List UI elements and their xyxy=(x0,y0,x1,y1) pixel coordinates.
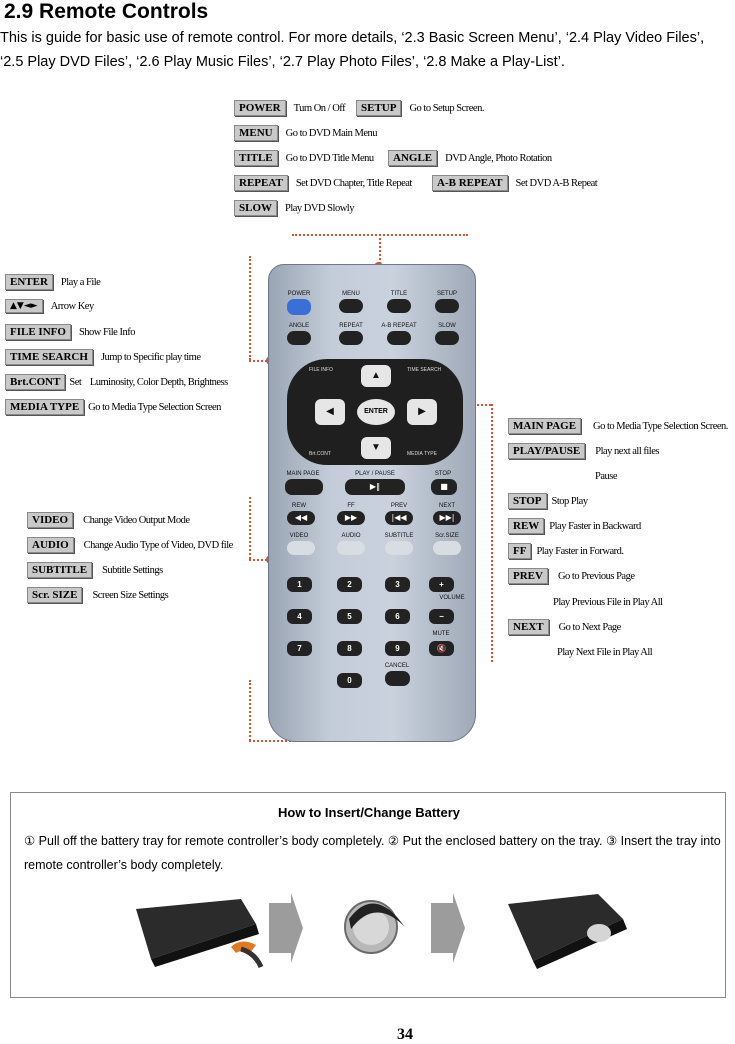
legend-subtitle xyxy=(27,562,163,578)
remote-subtitle-button[interactable] xyxy=(385,541,413,555)
remote-label-repeat: REPEAT xyxy=(339,323,363,329)
legend-video xyxy=(27,512,190,528)
key-label: MAIN PAGE xyxy=(508,418,581,434)
key-label: FF xyxy=(508,543,531,559)
page-number: 34 xyxy=(397,1026,413,1043)
remote-setup-button[interactable] xyxy=(435,299,459,313)
key-desc: Play DVD Slowly xyxy=(285,202,354,214)
remote-label-power: POWER xyxy=(287,291,311,297)
key-label: FILE INFO xyxy=(5,324,71,340)
legend-main-page xyxy=(508,418,728,434)
key-desc: Go to Previous Page xyxy=(557,570,635,582)
remote-label-cancel: CANCEL xyxy=(384,663,410,669)
remote-power-button[interactable] xyxy=(287,299,311,315)
key-desc: Play a File xyxy=(60,276,101,288)
key-label: Scr. SIZE xyxy=(27,587,82,603)
legend-next xyxy=(508,619,621,635)
key-desc: Set DVD Chapter, Title Repeat xyxy=(295,177,412,189)
legend-audio xyxy=(27,537,233,553)
remote-label-next: NEXT xyxy=(438,503,455,509)
key-desc: DVD Angle, Photo Rotation xyxy=(445,152,552,164)
key-desc: Go to Media Type Selection Screen xyxy=(88,401,221,413)
legend-scr-size xyxy=(27,587,168,603)
legend-media-type xyxy=(5,399,221,415)
key-label: SLOW xyxy=(234,200,277,216)
legend-setup xyxy=(356,100,484,116)
remote-key-8[interactable]: 8 xyxy=(337,641,362,656)
remote-label-main-page: MAIN PAGE xyxy=(286,471,320,477)
battery-step3-image xyxy=(503,889,643,971)
remote-main-page-button[interactable] xyxy=(285,479,323,495)
key-label: PREV xyxy=(508,568,548,584)
remote-label-menu: MENU xyxy=(342,291,360,297)
remote-key-4[interactable]: 4 xyxy=(287,609,312,624)
arrow-right-icon xyxy=(269,893,303,963)
remote-prev-button[interactable]: |◀◀ xyxy=(385,511,413,525)
key-label: A-B REPEAT xyxy=(432,175,508,191)
remote-label-volume: VOLUME xyxy=(439,595,465,601)
remote-label-ab-repeat: A-B REPEAT xyxy=(381,323,417,329)
remote-play-pause-button[interactable]: ▶‖ xyxy=(345,479,405,495)
connector-right xyxy=(491,404,493,662)
remote-label-subtitle: SUBTITLE xyxy=(384,533,414,539)
key-desc: Play next all files xyxy=(595,445,659,457)
key-desc: Arrow Key xyxy=(50,300,94,312)
key-label: POWER xyxy=(234,100,286,116)
intro-paragraph: This is guide for basic use of remote control. For more details, ‘2.3 Basic Screen Menu’, ‘2.4 Play Video Files’, ‘2.5 Play DVD Files’, ‘2.6 Play Music Files’, ‘2.7 Play Photo Files’, ‘2.8 Make a Play-List’. xyxy=(0,30,705,70)
remote-label-rew: REW xyxy=(292,503,306,509)
key-desc: Play Faster in Backward xyxy=(549,520,641,532)
down-arrow-icon[interactable]: ▼ xyxy=(361,437,391,459)
legend-title xyxy=(234,150,374,166)
remote-ff-button[interactable]: ▶▶ xyxy=(337,511,365,525)
right-arrow-icon[interactable]: ▶ xyxy=(407,399,437,425)
key-desc: Go to DVD Title Menu xyxy=(285,152,374,164)
key-label: REW xyxy=(508,518,544,534)
remote-label-play-pause: PLAY / PAUSE xyxy=(355,471,395,477)
connector-bottom xyxy=(249,680,251,741)
connector-top-drop xyxy=(379,234,381,264)
battery-step2-image xyxy=(329,889,419,971)
key-desc: Turn On / Off xyxy=(293,102,346,114)
legend-brt-cont xyxy=(5,374,228,390)
legend-play-pause xyxy=(508,443,659,459)
legend-time-search xyxy=(5,349,201,365)
legend-menu xyxy=(234,125,377,141)
remote-title-button[interactable] xyxy=(387,299,411,313)
remote-key-5[interactable]: 5 xyxy=(337,609,362,624)
legend-rew xyxy=(508,518,641,534)
remote-ab-repeat-button[interactable] xyxy=(387,331,411,345)
key-desc: Change Audio Type of Video, DVD file xyxy=(83,539,233,551)
remote-angle-button[interactable] xyxy=(287,331,311,345)
key-label: TIME SEARCH xyxy=(5,349,93,365)
key-label: AUDIO xyxy=(27,537,74,553)
legend-slow xyxy=(234,200,354,216)
legend-repeat xyxy=(234,175,412,191)
remote-key-7[interactable]: 7 xyxy=(287,641,312,656)
key-desc: Go to Next Page xyxy=(558,621,621,633)
key-label: NEXT xyxy=(508,619,549,635)
key-label: MENU xyxy=(234,125,278,141)
legend-power xyxy=(234,100,345,116)
key-desc: Screen Size Settings xyxy=(92,589,169,601)
remote-scr-size-button[interactable] xyxy=(433,541,461,555)
remote-slow-button[interactable] xyxy=(435,331,459,345)
connector-left-lower xyxy=(249,497,251,559)
key-desc: Jump to Specific play time xyxy=(100,351,201,363)
speaker-mute-icon[interactable]: 🔇 xyxy=(429,641,454,656)
remote-enter-button[interactable]: ENTER xyxy=(357,399,395,425)
remote-label-stop: STOP xyxy=(434,471,452,477)
remote-key-9[interactable]: 9 xyxy=(385,641,410,656)
battery-title: How to Insert/Change Battery xyxy=(277,805,461,820)
key-desc: Set DVD A-B Repeat xyxy=(515,177,598,189)
key-desc: Go to DVD Main Menu xyxy=(285,127,378,139)
key-desc: Go to Media Type Selection Screen. xyxy=(593,420,728,432)
remote-audio-button[interactable] xyxy=(337,541,365,555)
remote-label-video: VIDEO xyxy=(289,533,309,539)
legend-play-pause-desc2: Pause xyxy=(595,471,617,482)
remote-nav-pad xyxy=(287,359,463,465)
remote-video-button[interactable] xyxy=(287,541,315,555)
remote-stop-button[interactable]: ■ xyxy=(431,479,457,495)
remote-key-3[interactable]: 3 xyxy=(385,577,410,592)
battery-text: ① Pull off the battery tray for remote controller’s body completely. ② Put the enclosed battery on the tray. ③ Insert the tray into remote controller’s body completely. xyxy=(24,834,721,872)
remote-volume-up-button[interactable]: + xyxy=(429,577,454,592)
legend-file-info xyxy=(5,324,135,340)
pad-label-file-info: FILE INFO xyxy=(309,367,333,373)
key-label: MEDIA TYPE xyxy=(5,399,84,415)
key-desc: Stop Play xyxy=(551,495,588,507)
legend-ab-repeat xyxy=(432,175,597,191)
remote-key-1[interactable]: 1 xyxy=(287,577,312,592)
remote-key-6[interactable]: 6 xyxy=(385,609,410,624)
remote-volume-down-button[interactable]: − xyxy=(429,609,454,624)
remote-label-mute: MUTE xyxy=(432,631,450,637)
key-desc: Change Video Output Mode xyxy=(83,514,190,526)
key-desc: Subtitle Settings xyxy=(102,564,163,576)
remote-next-button[interactable]: ▶▶| xyxy=(433,511,461,525)
legend-ff xyxy=(508,543,624,559)
key-label: STOP xyxy=(508,493,547,509)
key-label: ▲▼◄► xyxy=(5,299,43,313)
remote-label-slow: SLOW xyxy=(438,323,456,329)
battery-instructions xyxy=(10,792,726,998)
key-label: VIDEO xyxy=(27,512,73,528)
connector-left xyxy=(249,256,251,360)
key-label: SUBTITLE xyxy=(27,562,92,578)
pad-label-time-search: TIME SEARCH xyxy=(407,367,442,373)
key-desc: Set Luminosity, Color Depth, Brightness xyxy=(69,376,228,388)
legend-stop xyxy=(508,493,588,509)
remote-key-2[interactable]: 2 xyxy=(337,577,362,592)
remote-label-title: TITLE xyxy=(390,291,408,297)
key-desc: Show File Info xyxy=(78,326,135,338)
remote-label-angle: ANGLE xyxy=(288,323,310,329)
pad-label-brt-cont: Brt.CONT xyxy=(309,451,331,457)
legend-enter xyxy=(5,274,100,290)
left-arrow-icon[interactable]: ◀ xyxy=(315,399,345,425)
arrow-right-icon xyxy=(431,893,465,963)
legend-arrow xyxy=(5,299,94,313)
key-label: REPEAT xyxy=(234,175,288,191)
remote-repeat-button[interactable] xyxy=(339,331,363,345)
remote-cancel-button[interactable] xyxy=(385,671,410,686)
up-arrow-icon[interactable]: ▲ xyxy=(361,365,391,387)
key-desc: Play Faster in Forward. xyxy=(536,545,624,557)
section-heading: 2.9 Remote Controls xyxy=(4,0,209,23)
key-label: SETUP xyxy=(356,100,401,116)
key-label: PLAY/PAUSE xyxy=(508,443,585,459)
legend-prev xyxy=(508,568,635,584)
remote-label-scr-size: Scr.SIZE xyxy=(435,533,459,539)
remote-key-0[interactable]: 0 xyxy=(337,673,362,688)
remote-label-prev: PREV xyxy=(390,503,408,509)
legend-prev-desc2: Play Previous File in Play All xyxy=(553,597,663,608)
legend-angle xyxy=(388,150,552,166)
key-label: ANGLE xyxy=(388,150,437,166)
remote-label-setup: SETUP xyxy=(436,291,457,297)
remote-rew-button[interactable]: ◀◀ xyxy=(287,511,315,525)
battery-step1-image xyxy=(131,889,281,971)
remote-label-audio: AUDIO xyxy=(341,533,361,539)
pad-label-media-type: MEDIA TYPE xyxy=(407,451,437,457)
remote-label-ff: FF xyxy=(347,503,355,509)
remote-menu-button[interactable] xyxy=(339,299,363,313)
key-desc: Go to Setup Screen. xyxy=(409,102,484,114)
remote-control xyxy=(268,264,476,742)
key-label: TITLE xyxy=(234,150,278,166)
key-label: ENTER xyxy=(5,274,53,290)
key-label: Brt.CONT xyxy=(5,374,65,390)
legend-next-desc2: Play Next File in Play All xyxy=(557,647,653,658)
